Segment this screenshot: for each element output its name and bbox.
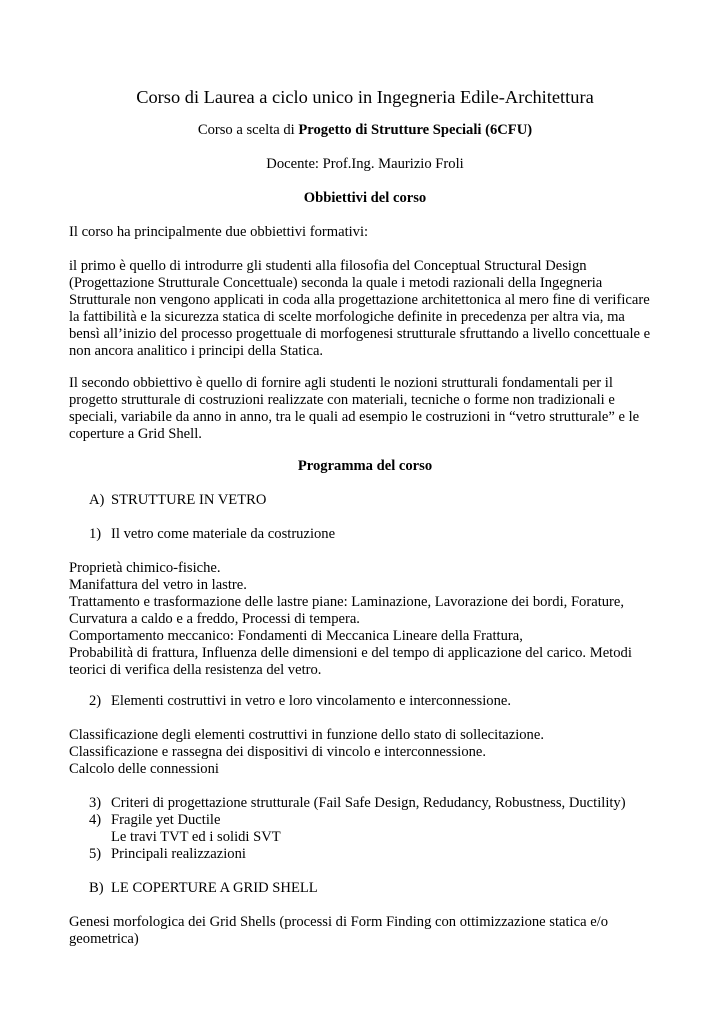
paragraph-line: Calcolo delle connessioni — [69, 761, 219, 777]
paragraph-line: coperture a Grid Shell. — [69, 426, 202, 442]
item-4-text: Fragile yet Ductile — [111, 812, 221, 828]
section-a-label: A) — [89, 492, 105, 508]
course-prefix: Corso a scelta di — [197, 122, 299, 138]
item-5-text: Principali realizzazioni — [111, 846, 246, 862]
section-b — [89, 880, 318, 897]
paragraph-line: Classificazione degli elementi costruttivi in funzione dello stato di sollecitazione. — [69, 727, 544, 743]
paragraph-line: Manifattura del vetro in lastre. — [69, 577, 247, 593]
course-name: Progetto di Strutture Speciali (6CFU) — [298, 122, 533, 138]
item-2-text: Elementi costruttivi in vetro e loro vincolamento e interconnessione. — [111, 693, 512, 709]
section-b-label: B) — [89, 880, 104, 896]
item-5-label: 5) — [89, 846, 102, 862]
glass-elements-block — [69, 727, 661, 778]
item-5 — [89, 846, 246, 863]
grid-shell-block — [69, 914, 661, 948]
paragraph-line: bensì all’inizio del processo progettuale di morfogenesi strutturale sfruttando a livello concettuale e — [69, 326, 651, 342]
paragraph-line: (Progettazione Strutturale Concettuale) seconda la quale i metodi razionali della Ingegneria — [69, 275, 603, 291]
paragraph-line: speciali, variabile da anno in anno, tra le quali ad esempio le costruzioni in “vetro strutturale” e le — [69, 409, 640, 425]
item-2 — [89, 693, 511, 710]
paragraph-line: la fattibilità e la sicurezza statica di scelte morfologiche definite in precedenza per altra via, ma — [69, 309, 625, 325]
item-3-text: Criteri di progettazione strutturale (Fail Safe Design, Redudancy, Robustness, Ductility) — [111, 795, 626, 811]
paragraph-line: il primo è quello di introdurre gli studenti alla filosofia del Conceptual Structural Design — [69, 258, 587, 274]
item-4-sub: Le travi TVT ed i solidi SVT — [111, 829, 281, 845]
item-1 — [89, 526, 335, 543]
document-title: Corso di Laurea a ciclo unico in Ingegneria Edile-Architettura — [136, 87, 594, 107]
item-4 — [89, 812, 220, 829]
paragraph-line: teorici di verifica della resistenza del vetro. — [69, 662, 322, 678]
paragraph-line: Proprietà chimico-fisiche. — [69, 560, 221, 576]
paragraph-line: geometrica) — [69, 931, 139, 947]
item-1-label: 1) — [89, 526, 102, 542]
item-2-label: 2) — [89, 693, 102, 709]
paragraph-line: non ancora analitico i principi della Statica. — [69, 343, 324, 359]
paragraph-line: Classificazione e rassegna dei dispositivi di vincolo e interconnessione. — [69, 744, 487, 760]
paragraph-line: progetto strutturale di costruzioni realizzate con materiali, tecniche o forme non tradizionali e — [69, 392, 615, 408]
objectives-heading: Obbiettivi del corso — [303, 190, 427, 206]
item-3-label: 3) — [89, 795, 102, 811]
section-b-text: LE COPERTURE A GRID SHELL — [111, 880, 318, 896]
course-line — [69, 122, 661, 139]
section-a-text: STRUTTURE IN VETRO — [111, 492, 267, 508]
teacher-line: Docente: Prof.Ing. Maurizio Froli — [266, 156, 464, 172]
objectives-first-paragraph — [69, 258, 661, 360]
paragraph-line: Strutturale non vengono applicati in coda alla progettazione architettonica al mero fine di verificare — [69, 292, 650, 308]
paragraph-line: Probabilità di frattura, Influenza delle dimensioni e del tempo di applicazione del carico. Metodi — [69, 645, 632, 661]
item-3 — [89, 795, 626, 812]
program-heading: Programma del corso — [297, 458, 433, 474]
item-4-label: 4) — [89, 812, 102, 828]
paragraph-line: Trattamento e trasformazione delle lastre piane: Laminazione, Lavorazione dei bordi, Forature, — [69, 594, 625, 610]
glass-properties-block — [69, 560, 661, 679]
paragraph-line: Comportamento meccanico: Fondamenti di Meccanica Lineare della Frattura, — [69, 628, 523, 644]
paragraph-line: Genesi morfologica dei Grid Shells (processi di Form Finding con ottimizzazione statica e/o — [69, 914, 609, 930]
paragraph-line: Curvatura a caldo e a freddo, Processi di tempera. — [69, 611, 360, 627]
objectives-second-paragraph — [69, 375, 661, 443]
objectives-intro: Il corso ha principalmente due obbiettivi formativi: — [69, 224, 369, 240]
section-a — [89, 492, 266, 509]
paragraph-line: Il secondo obbiettivo è quello di fornire agli studenti le nozioni strutturali fondamentali per il — [69, 375, 613, 391]
item-1-text: Il vetro come materiale da costruzione — [111, 526, 336, 542]
